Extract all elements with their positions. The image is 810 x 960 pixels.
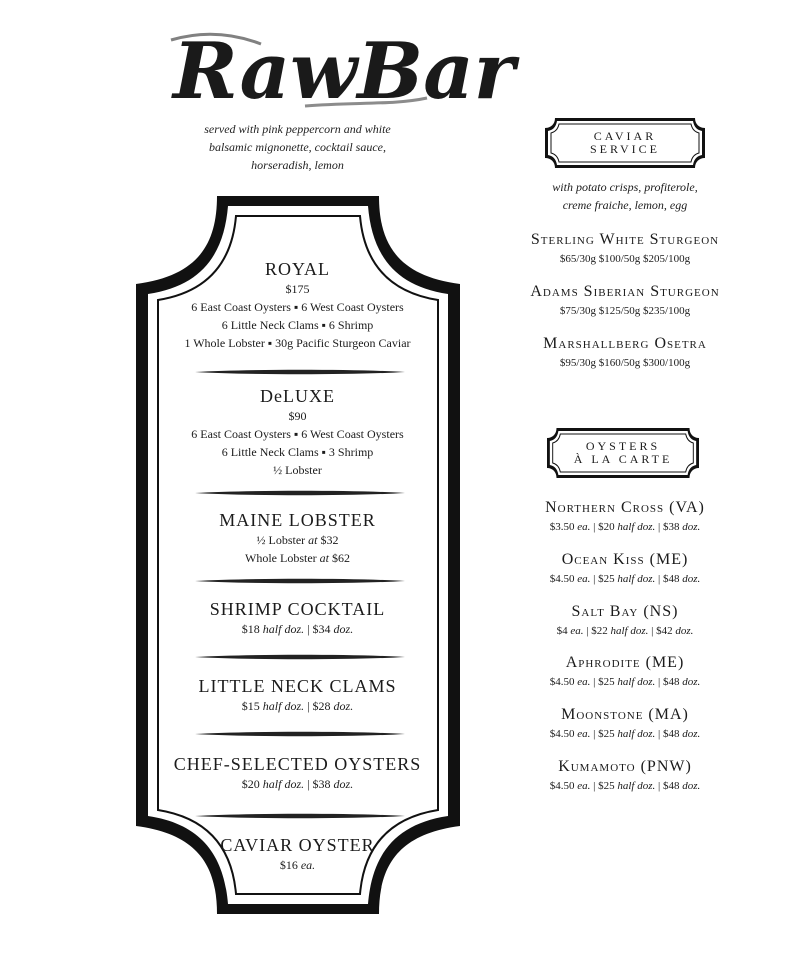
- package-title: CAVIAR OYSTER: [220, 835, 375, 855]
- package-line: ½ Lobster at $32: [256, 533, 339, 547]
- package-price: $20 half doz. | $38 doz.: [241, 777, 354, 791]
- oyster-name: Northern Cross (VA): [545, 499, 705, 516]
- package-title: ROYAL: [264, 259, 330, 279]
- caviar-name: Sterling White Sturgeon: [530, 231, 720, 248]
- package-line: 6 Little Neck Clams ▪ 3 Shrimp: [221, 445, 374, 459]
- caviar-item: [505, 334, 745, 372]
- oyster-price: $4.50 ea. | $25 half doz. | $48 doz.: [549, 728, 701, 740]
- package-chef-selected-oysters: [160, 753, 435, 793]
- caviar-name: Marshallberg Osetra: [543, 335, 707, 352]
- oyster-price: $4.50 ea. | $25 half doz. | $48 doz.: [549, 573, 701, 585]
- oyster-item: [505, 550, 745, 588]
- brush-divider: [195, 812, 405, 820]
- caviar-accompaniments: with potato crisps, profiterole, creme fraiche, lemon, egg: [552, 180, 698, 212]
- caviar-price: $75/30g $125/50g $235/100g: [559, 305, 691, 317]
- subtitle-line: balsamic mignonette, cocktail sauce,: [209, 140, 386, 154]
- raw-bar-description: [180, 120, 415, 174]
- brush-divider: [195, 489, 405, 497]
- oyster-price: $4 ea. | $22 half doz. | $42 doz.: [556, 625, 694, 637]
- oyster-item: [505, 653, 745, 691]
- package-title: MAINE LOBSTER: [219, 510, 376, 530]
- caviar-item: [505, 230, 745, 268]
- package-line: ½ Lobster: [273, 463, 322, 477]
- package-title: SHRIMP COCKTAIL: [209, 599, 386, 619]
- oyster-price: $4.50 ea. | $25 half doz. | $48 doz.: [549, 676, 701, 688]
- brush-divider: [195, 368, 405, 376]
- subtitle-line: served with pink peppercorn and white: [204, 122, 391, 136]
- badge-text: CAVIAR SERVICE: [589, 129, 661, 156]
- badge-text: OYSTERS À LA CARTE: [573, 439, 673, 466]
- package-price: $15 half doz. | $28 doz.: [241, 699, 354, 713]
- package-line: 6 East Coast Oysters ▪ 6 West Coast Oysters: [191, 300, 404, 314]
- package-line: 1 Whole Lobster ▪ 30g Pacific Sturgeon Caviar: [184, 336, 411, 350]
- package-title: CHEF-SELECTED OYSTERS: [173, 754, 422, 774]
- oyster-name: Moonstone (MA): [561, 706, 689, 723]
- oyster-item: [505, 602, 745, 640]
- oyster-name: Ocean Kiss (ME): [561, 551, 689, 568]
- package-title: DeLUXE: [260, 386, 335, 406]
- package-deluxe: [160, 385, 435, 479]
- raw-bar-logo: [165, 10, 515, 120]
- oyster-price: $4.50 ea. | $25 half doz. | $48 doz.: [549, 780, 701, 792]
- package-little-neck-clams: [160, 675, 435, 715]
- subtitle-line: horseradish, lemon: [251, 158, 344, 172]
- caviar-price: $65/30g $100/50g $205/100g: [559, 253, 691, 265]
- brush-divider: [195, 653, 405, 661]
- package-maine-lobster: [160, 509, 435, 567]
- oyster-name: Salt Bay (NS): [571, 603, 679, 620]
- title-text: RawBar: [173, 26, 515, 117]
- package-line: 6 East Coast Oysters ▪ 6 West Coast Oysters: [191, 427, 404, 441]
- oyster-name: Aphrodite (ME): [565, 654, 685, 671]
- caviar-price: $95/30g $160/50g $300/100g: [559, 357, 691, 369]
- package-royal: [160, 258, 435, 352]
- package-title: LITTLE NECK CLAMS: [198, 676, 397, 696]
- package-line: 6 Little Neck Clams ▪ 6 Shrimp: [221, 318, 374, 332]
- package-price: $90: [288, 409, 307, 423]
- caviar-service-badge: [545, 118, 705, 168]
- package-price: $18 half doz. | $34 doz.: [241, 622, 354, 636]
- oysters-a-la-carte-badge: [547, 428, 699, 478]
- oyster-price: $3.50 ea. | $20 half doz. | $38 doz.: [549, 521, 701, 533]
- caviar-item: [505, 282, 745, 320]
- brush-divider: [195, 577, 405, 585]
- caviar-name: Adams Siberian Sturgeon: [530, 283, 720, 300]
- brush-divider: [195, 730, 405, 738]
- package-line: Whole Lobster at $62: [245, 551, 350, 565]
- oyster-item: [505, 705, 745, 743]
- package-price: $175: [285, 282, 310, 296]
- package-caviar-oyster: [160, 834, 435, 874]
- package-price: $16 ea.: [279, 858, 316, 872]
- oyster-name: Kumamoto (PNW): [558, 758, 692, 775]
- oyster-item: [505, 757, 745, 795]
- oyster-item: [505, 498, 745, 536]
- package-shrimp-cocktail: [160, 598, 435, 638]
